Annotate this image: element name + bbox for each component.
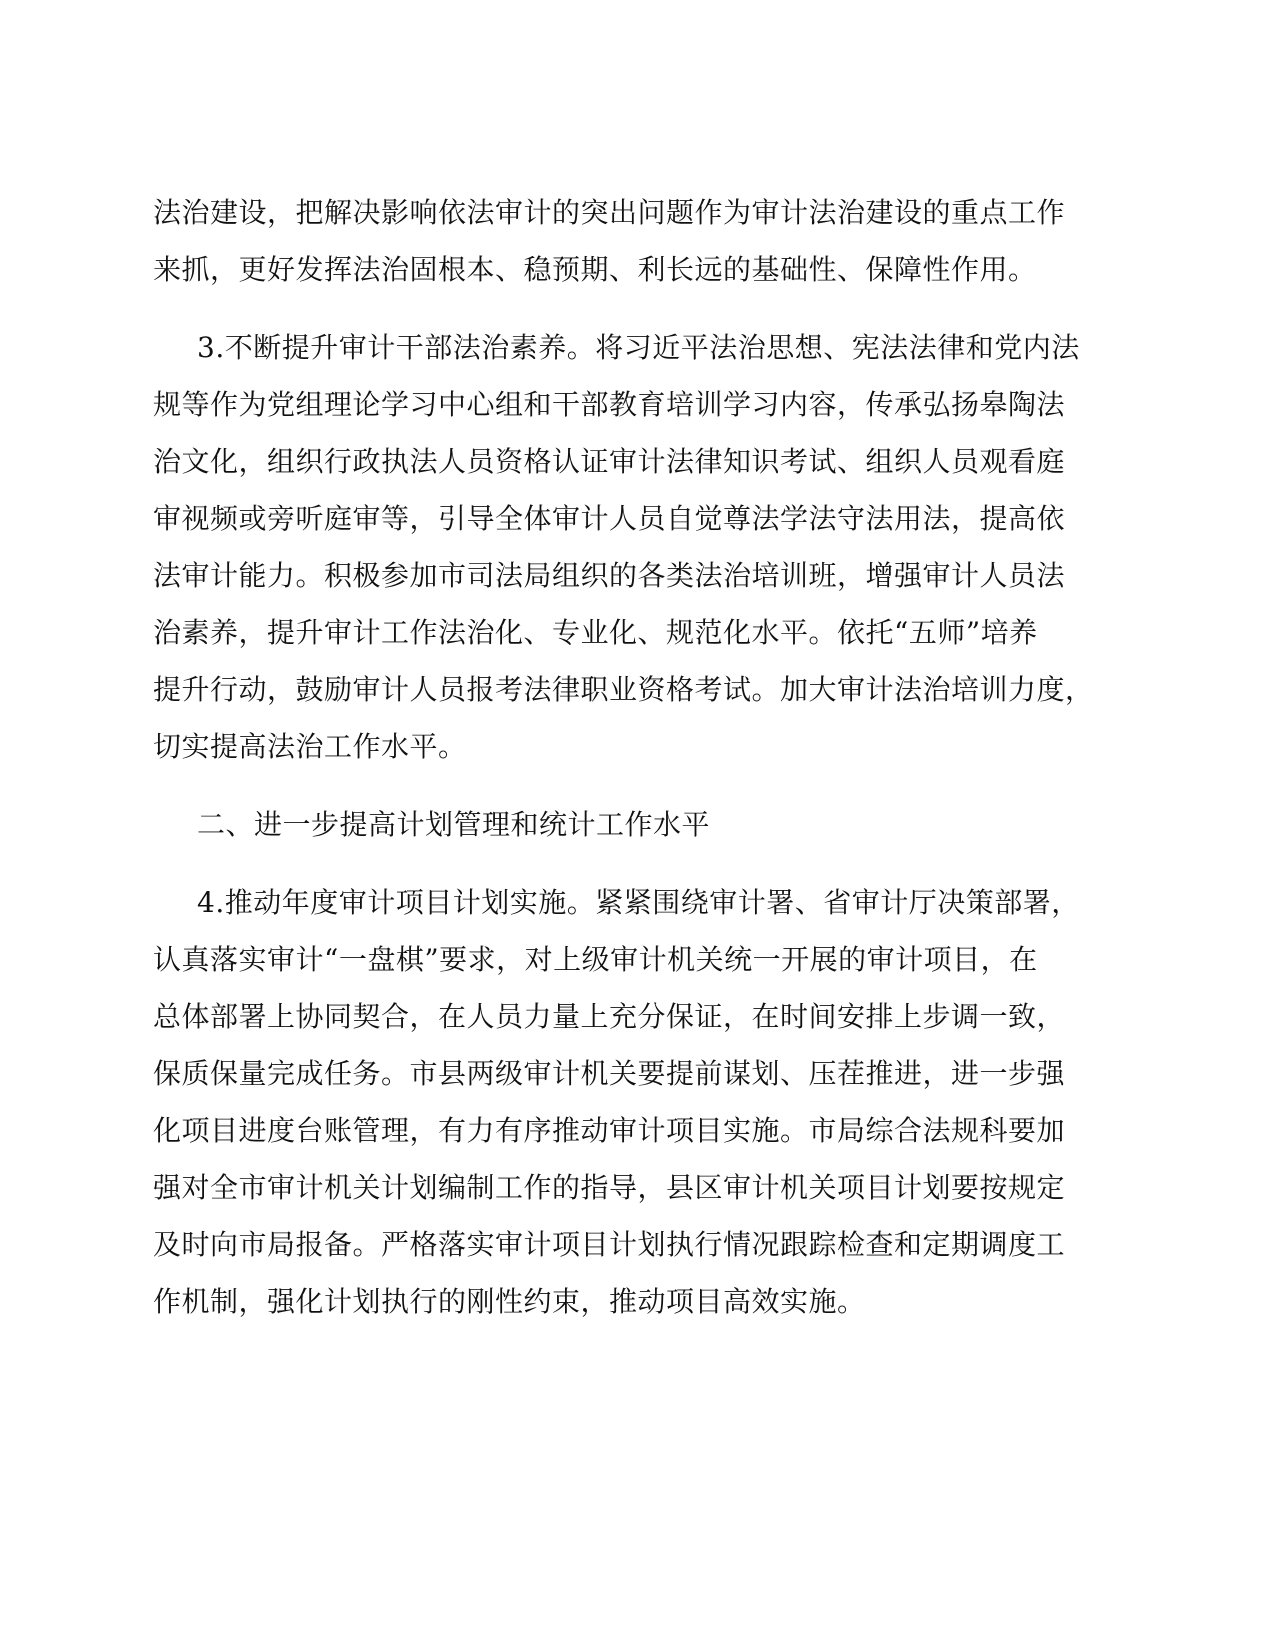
text-line: 来抓，更好发挥法治固根本、稳预期、利长远的基础性、保障性作用。 — [153, 253, 1037, 286]
text-line: 作机制，强化计划执行的刚性约束，推动项目高效实施。 — [153, 1285, 866, 1318]
text-line: 4.推动年度审计项目计划实施。紧紧围绕审计署、省审计厅决策部署， — [197, 886, 1080, 919]
text-line: 化项目进度台账管理，有力有序推动审计项目实施。市局综合法规科要加 — [153, 1114, 1066, 1147]
document-body — [153, 184, 1108, 1330]
text-line: 审视频或旁听庭审等，引导全体审计人员自觉尊法学法守法用法，提高依 — [153, 502, 1066, 535]
section-heading — [153, 796, 1108, 853]
paragraph-item-3 — [153, 319, 1108, 775]
text-line: 法治建设，把解决影响依法审计的突出问题作为审计法治建设的重点工作 — [153, 196, 1066, 229]
text-line: 认真落实审计“一盘棋”要求，对上级审计机关统一开展的审计项目，在 — [153, 943, 1038, 976]
heading-line: 二、进一步提高计划管理和统计工作水平 — [197, 808, 711, 841]
paragraph-continuation — [153, 184, 1108, 298]
text-line: 切实提高法治工作水平。 — [153, 730, 467, 763]
text-line: 及时向市局报备。严格落实审计项目计划执行情况跟踪检查和定期调度工 — [153, 1228, 1066, 1261]
text-line: 治素养，提升审计工作法治化、专业化、规范化水平。依托“五师”培养 — [153, 616, 1038, 649]
text-line: 总体部署上协同契合，在人员力量上充分保证，在时间安排上步调一致， — [153, 1000, 1066, 1033]
text-line: 治文化，组织行政执法人员资格认证审计法律知识考试、组织人员观看庭 — [153, 445, 1066, 478]
text-line: 提升行动，鼓励审计人员报考法律职业资格考试。加大审计法治培训力度， — [153, 673, 1094, 706]
text-line: 法审计能力。积极参加市司法局组织的各类法治培训班，增强审计人员法 — [153, 559, 1066, 592]
text-line: 3.不断提升审计干部法治素养。将习近平法治思想、宪法法律和党内法 — [197, 331, 1080, 364]
text-line: 保质保量完成任务。市县两级审计机关要提前谋划、压茬推进，进一步强 — [153, 1057, 1066, 1090]
paragraph-item-4 — [153, 874, 1108, 1330]
text-line: 规等作为党组理论学习中心组和干部教育培训学习内容，传承弘扬皋陶法 — [153, 388, 1066, 421]
text-line: 强对全市审计机关计划编制工作的指导，县区审计机关项目计划要按规定 — [153, 1171, 1066, 1204]
